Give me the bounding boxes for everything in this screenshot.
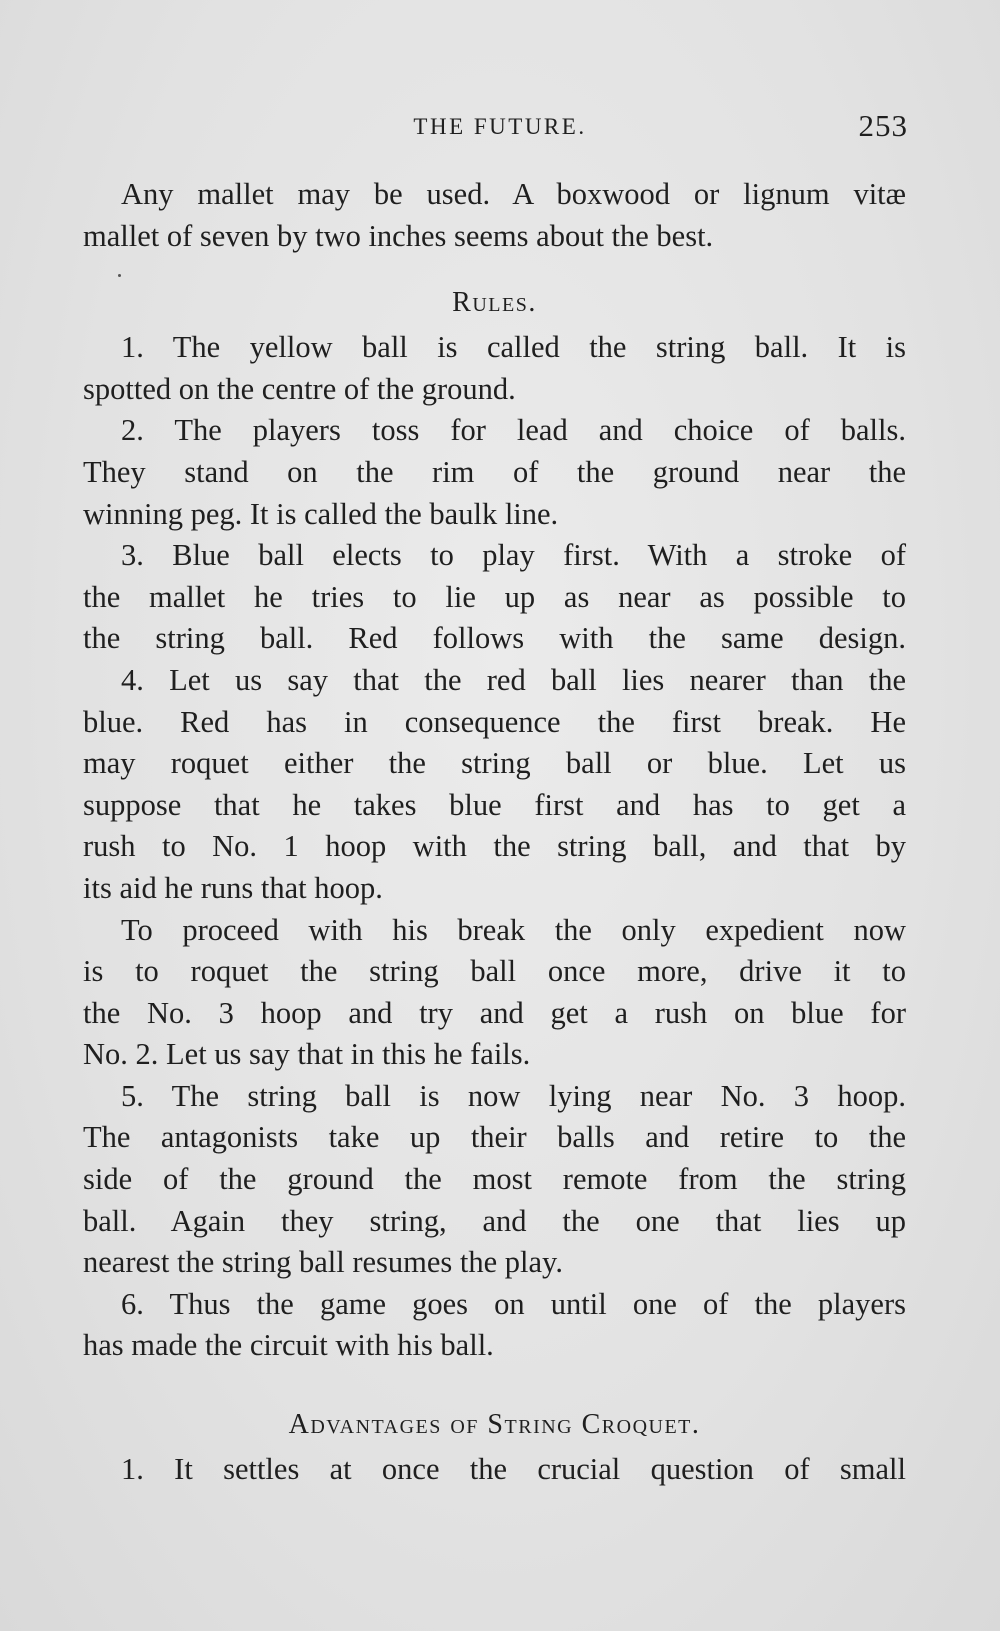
rule-line: rush to No. 1 hoop with the string ball, and that by xyxy=(83,829,906,864)
rule-line: To proceed with his break the only expedient now xyxy=(121,912,906,947)
rule-line: 3. Blue ball elects to play first. With a stroke of xyxy=(121,538,906,573)
rule-line: 6. Thus the game goes on until one of the players xyxy=(121,1286,906,1321)
rule-line: suppose that he takes blue first and has to get a xyxy=(83,787,906,822)
rule-line: the mallet he tries to lie up as near as possible to xyxy=(83,579,906,614)
rule-line: 5. The string ball is now lying near No. 3 hoop. xyxy=(121,1078,906,1113)
rule-line: may roquet either the string ball or blue. Let us xyxy=(83,746,906,781)
page-number: 253 xyxy=(858,108,908,143)
spacer xyxy=(83,1367,906,1401)
rule-line: spotted on the centre of the ground. xyxy=(83,371,516,406)
rule-line: its aid he runs that hoop. xyxy=(83,870,383,905)
section-heading-advantages: Advantages of String Croquet. xyxy=(288,1409,701,1441)
rule-line: the No. 3 hoop and try and get a rush on blue for xyxy=(83,995,906,1030)
rule-line: is to roquet the string ball once more, drive it to xyxy=(83,954,906,989)
rule-line: side of the ground the most remote from the string xyxy=(83,1162,906,1197)
spacer xyxy=(83,257,906,279)
rule-line: 4. Let us say that the red ball lies nearer than the xyxy=(121,662,906,697)
page-body xyxy=(83,174,906,1491)
rule-line: No. 2. Let us say that in this he fails. xyxy=(83,1037,531,1072)
rule-line: blue. Red has in consequence the first break. He xyxy=(83,704,906,739)
rule-line: has made the circuit with his ball. xyxy=(83,1328,494,1363)
rule-line: They stand on the rim of the ground near the xyxy=(83,454,906,489)
running-head xyxy=(0,108,1000,148)
section-heading-rules: Rules. xyxy=(452,287,537,319)
text-line: mallet of seven by two inches seems about the best. xyxy=(83,218,714,253)
text-line: Any mallet may be used. A boxwood or lignum vitæ xyxy=(121,177,906,211)
rule-line: The antagonists take up their balls and retire to the xyxy=(83,1120,906,1155)
advantage-line: 1. It settles at once the crucial question of small xyxy=(121,1452,906,1487)
rule-line: 1. The yellow ball is called the string ball. It is xyxy=(121,330,906,365)
running-title: THE FUTURE. xyxy=(413,114,587,139)
rule-line: nearest the string ball resumes the play. xyxy=(83,1245,563,1280)
rule-line: winning peg. It is called the baulk line. xyxy=(83,496,559,531)
rule-line: 2. The players toss for lead and choice of balls. xyxy=(121,413,906,448)
rule-line: the string ball. Red follows with the same design. xyxy=(83,621,906,656)
rule-line: ball. Again they string, and the one that lies up xyxy=(83,1203,906,1238)
